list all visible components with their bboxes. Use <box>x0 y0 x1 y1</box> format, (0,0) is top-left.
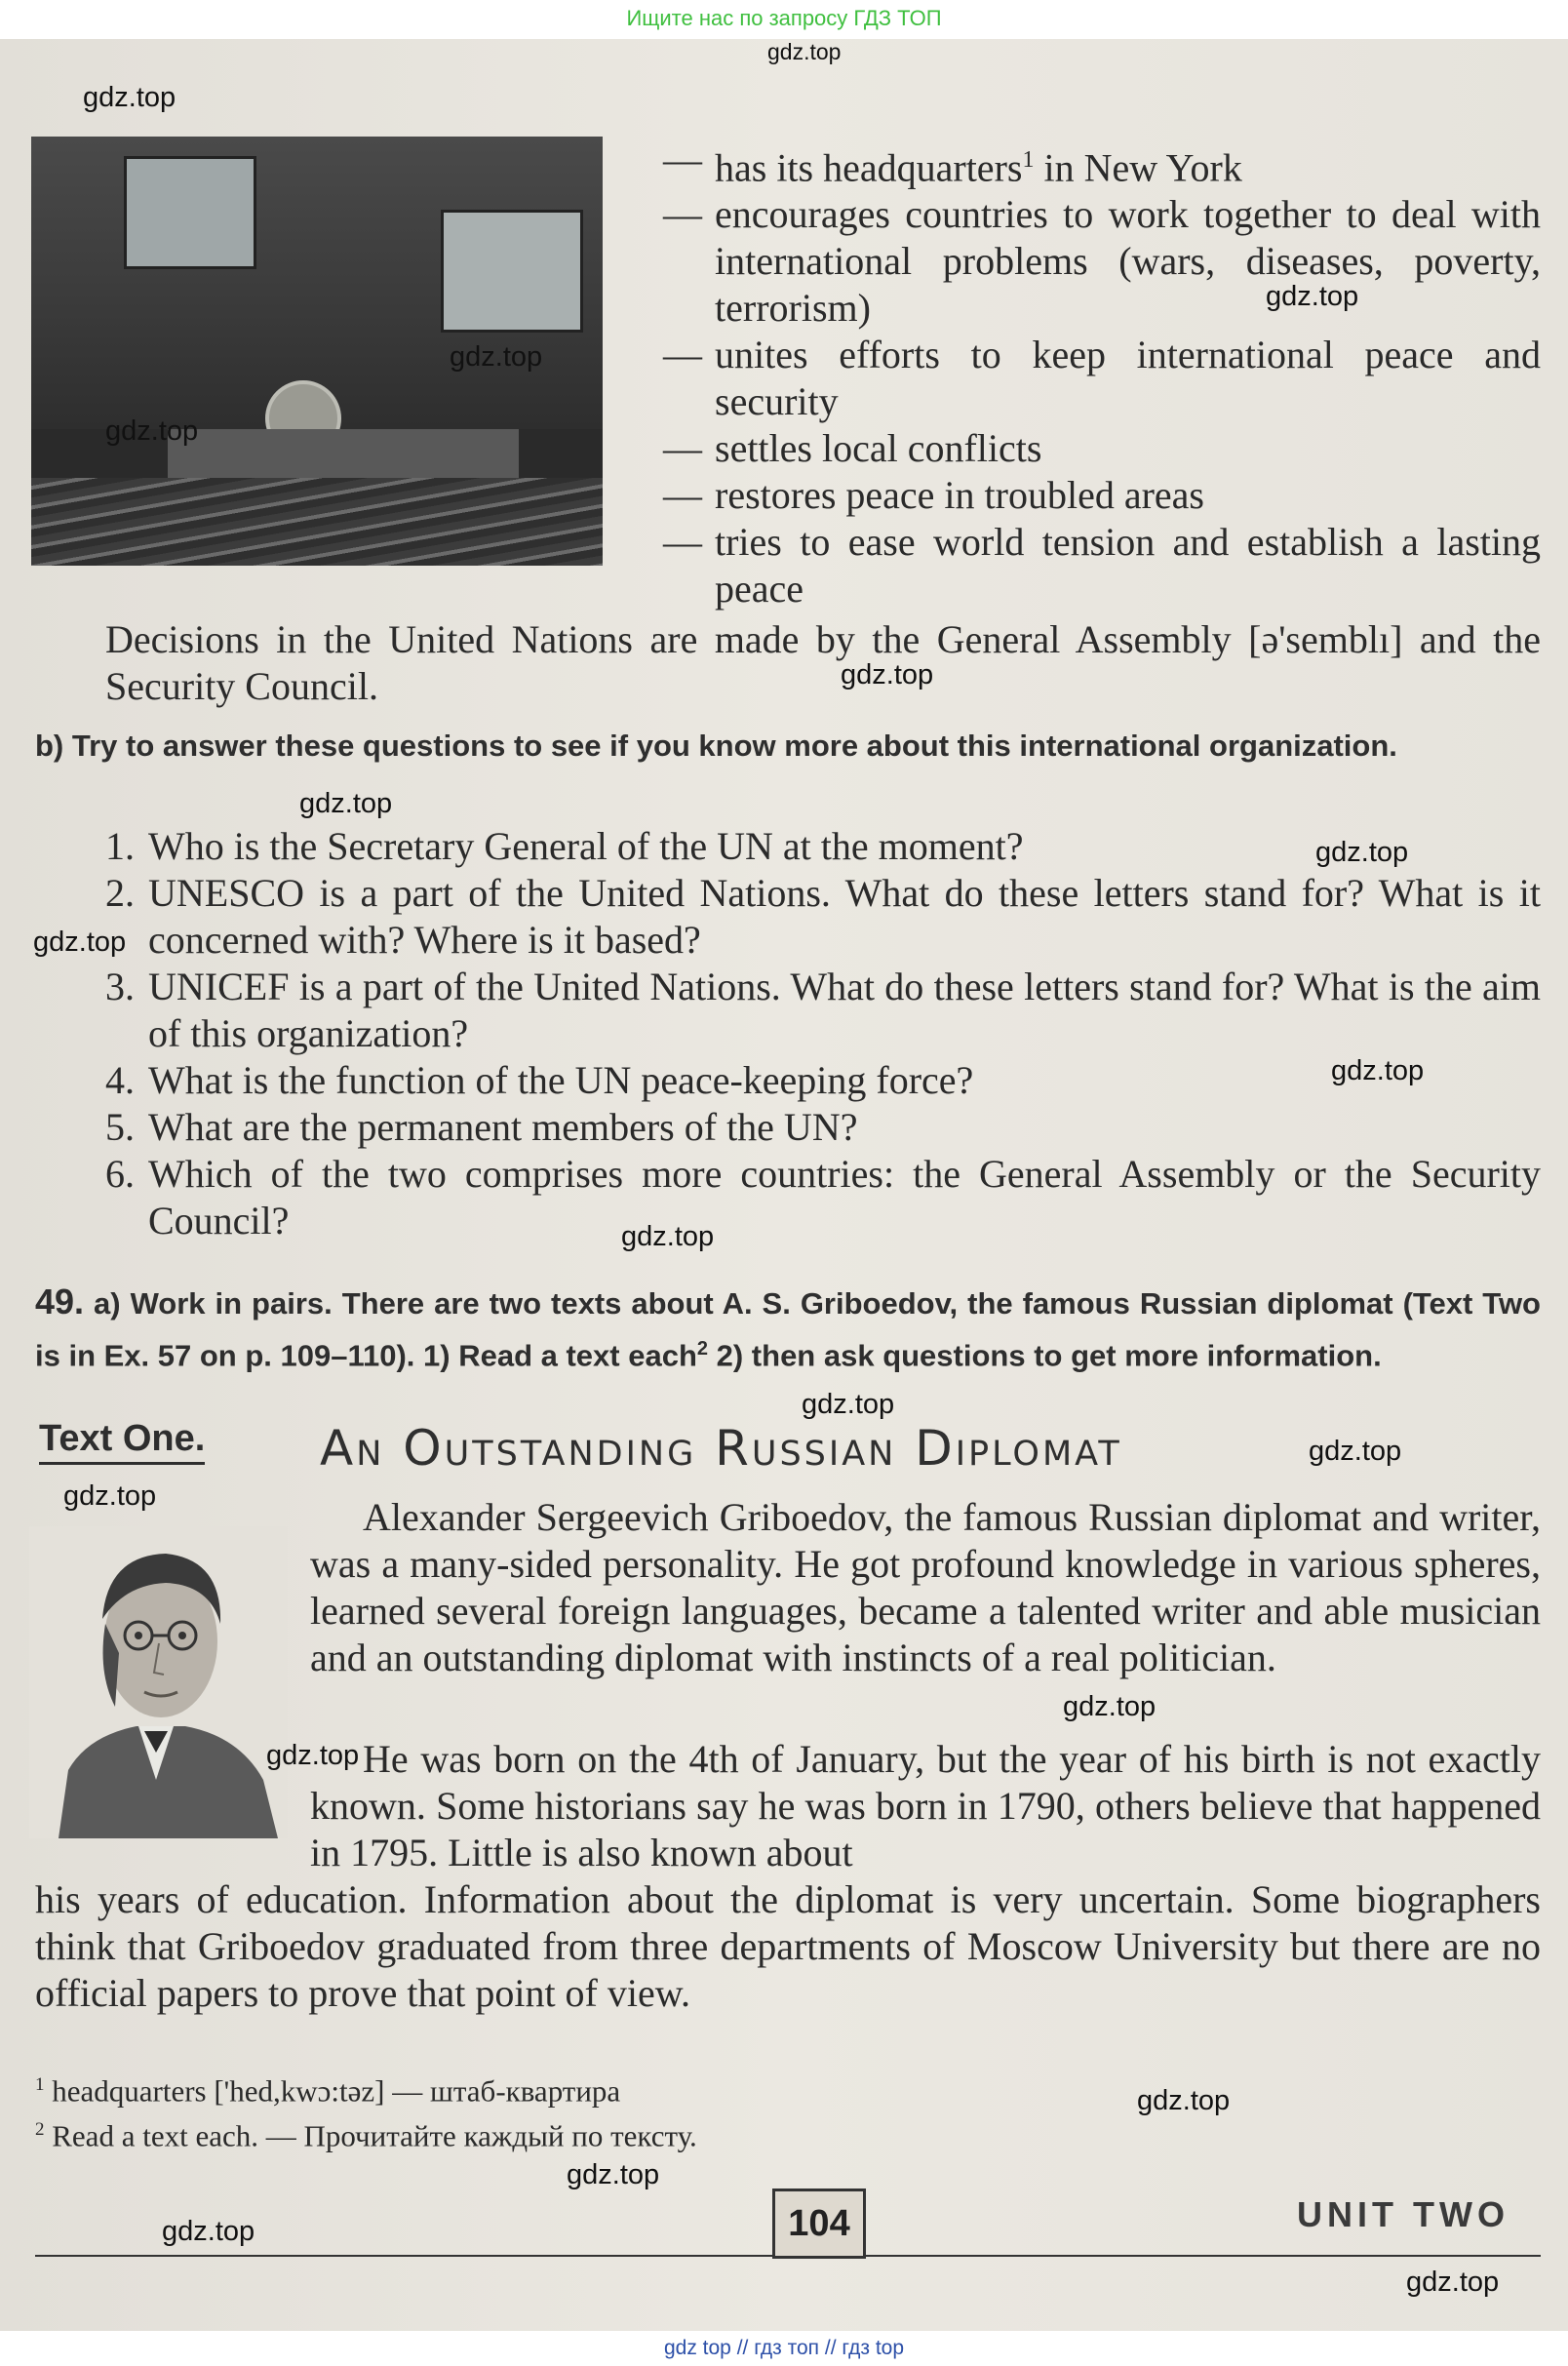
paragraph-2-end: his years of education. Information about the diplomat is very uncertain. Some biographers think that Griboedov graduated from three departments of Moscow University but there are no official papers to prove that point of view. <box>35 1877 1541 2015</box>
watermark: gdz.top <box>83 82 176 113</box>
question-item: 1. Who is the Secretary General of the UN at the moment? <box>105 824 1024 868</box>
watermark: gdz.top <box>105 415 199 447</box>
paragraph-2-start: He was born on the 4th of January, but the year of his birth is not exactly known. Some historians say he was born in 1790, others believe that happened in 1795. Little is also known about <box>310 1737 1541 1874</box>
griboedov-portrait <box>29 1526 288 1838</box>
list-item: — has its headquarters$^1$ in New York <box>663 138 1242 190</box>
watermark: gdz.top <box>767 39 842 64</box>
bottom-banner <box>0 2331 1568 2366</box>
exercise-49-instruction: 49. a) Work in pairs. There are two texts about A. S. Griboedov, the famous Russian diplomat (Text Two is in Ex. 57 on p. 109–110). 1) Read a text each$^2$ 2) then ask questions to get more information. <box>35 1282 1541 1373</box>
watermark: gdz.top <box>266 1740 360 1771</box>
footnote-item: $^1$ headquarters ['hed,kwɔ:təz] — штаб-квартира <box>35 2073 621 2109</box>
photo-screen-right <box>441 210 583 333</box>
question-item: 3. UNICEF is a part of the United Nations. What do these letters stand for? What is the aim of this organization? <box>105 965 1541 1055</box>
list-item: — settles local conflicts <box>663 426 1042 471</box>
page-number: 104 <box>772 2189 866 2259</box>
top-banner <box>0 0 1568 39</box>
watermark: gdz.top <box>299 788 393 819</box>
bottom-banner-text: gdz top // гдз топ // гдз top <box>663 2337 905 2359</box>
dash-mark: — <box>663 473 702 518</box>
list-item: — restores peace in troubled areas <box>663 473 1204 518</box>
top-banner-text: Ищите нас по запросу ГДЗ ТОП <box>626 6 942 30</box>
watermark: gdz.top <box>1315 837 1409 868</box>
watermark: gdz.top <box>567 2159 660 2190</box>
watermark: gdz.top <box>63 1480 157 1512</box>
watermark: gdz.top <box>1266 281 1359 312</box>
text-one-label: Text One. <box>39 1418 205 1465</box>
dash-mark: — <box>663 138 702 181</box>
watermark: gdz.top <box>33 927 127 958</box>
exercise-number: 49. <box>35 1282 85 1321</box>
text-title: An Outstanding Russian Diplomat <box>320 1420 1122 1477</box>
watermark: gdz.top <box>450 341 543 373</box>
decisions-paragraph: Decisions in the United Nations are made by the General Assembly [ə'semblı] and the Security Council. <box>105 617 1541 708</box>
footnote-item: $^2$ Read a text each. — Прочитайте каждый по тексту. <box>35 2118 697 2153</box>
watermark: gdz.top <box>1406 2267 1500 2298</box>
watermark: gdz.top <box>1063 1691 1156 1722</box>
watermark: gdz.top <box>1309 1436 1402 1467</box>
questions-list <box>105 823 1541 1244</box>
watermark: gdz.top <box>802 1389 895 1420</box>
question-item: 5. What are the permanent members of the UN? <box>105 1105 858 1149</box>
list-item: — unites efforts to keep international peace and security <box>663 333 1541 424</box>
un-functions-list <box>663 137 1541 612</box>
watermark: gdz.top <box>1331 1055 1425 1086</box>
photo-screen-left <box>124 156 256 269</box>
question-item: 2. UNESCO is a part of the United Nations. What do these letters stand for? What is it concerned with? Where is it based? <box>105 871 1541 962</box>
unit-label: UNIT TWO <box>1297 2194 1509 2234</box>
list-item: — tries to ease world tension and establish a lasting peace <box>663 520 1541 611</box>
question-item: 4. What is the function of the UN peace-keeping force? <box>105 1058 974 1102</box>
watermark: gdz.top <box>162 2216 255 2247</box>
dash-mark: — <box>663 426 702 471</box>
watermark: gdz.top <box>1137 2085 1231 2116</box>
dash-mark: — <box>663 333 702 377</box>
dash-mark: — <box>663 520 702 565</box>
list-item: — encourages countries to work together to deal with international problems (wars, diseases, poverty, terrorism) <box>663 192 1541 331</box>
watermark: gdz.top <box>621 1221 715 1252</box>
paragraph-1: Alexander Sergeevich Griboedov, the famous Russian diplomat and writer, was a many-sided personality. He got profound knowledge in various spheres, learned several foreign languages, became a talented writer and able musician and an outstanding diplomat with instincts of a real politician. <box>310 1495 1541 1679</box>
footnotes <box>35 2066 1108 2156</box>
task-b-instruction: b) Try to answer these questions to see if you know more about this international organization. <box>35 729 1397 763</box>
watermark: gdz.top <box>841 659 934 690</box>
photo-hall <box>31 478 603 566</box>
question-item: 6. Which of the two comprises more countries: the General Assembly or the Security Council? <box>105 1152 1541 1242</box>
dash-mark: — <box>663 192 702 237</box>
